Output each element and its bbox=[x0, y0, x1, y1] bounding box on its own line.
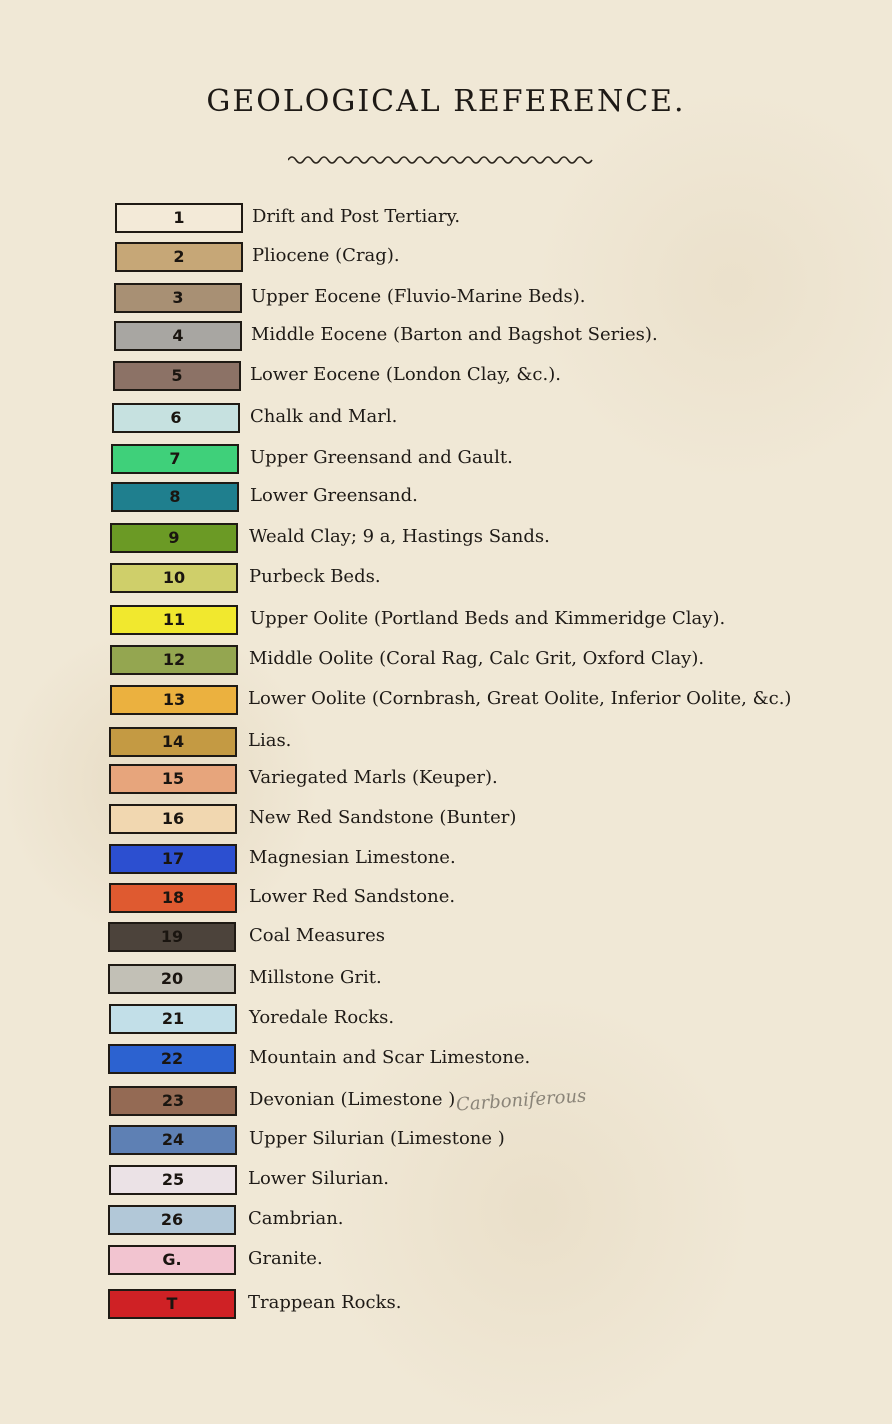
entry-label-1: Drift and Post Tertiary. bbox=[252, 206, 461, 227]
entry-label-13: Lower Oolite (Cornbrash, Great Oolite, Inferior Oolite, &c.) bbox=[248, 688, 792, 709]
swatch-5: 5 bbox=[113, 361, 241, 391]
entry-17 bbox=[0, 844, 892, 878]
swatch-13: 13 bbox=[110, 685, 238, 715]
swatch-24: 24 bbox=[109, 1125, 237, 1155]
entry-label-4: Middle Eocene (Barton and Bagshot Series). bbox=[251, 324, 658, 345]
entry-label-27: Granite. bbox=[248, 1248, 323, 1269]
swatch-8: 8 bbox=[111, 482, 239, 512]
entry-label-8: Lower Greensand. bbox=[250, 485, 418, 506]
wavy-divider bbox=[288, 152, 594, 168]
entry-4 bbox=[0, 321, 892, 355]
swatch-28: T bbox=[108, 1289, 236, 1319]
swatch-16: 16 bbox=[109, 804, 237, 834]
swatch-3: 3 bbox=[114, 283, 242, 313]
swatch-9: 9 bbox=[110, 523, 238, 553]
swatch-11: 11 bbox=[110, 605, 238, 635]
entry-21 bbox=[0, 1004, 892, 1038]
swatch-6: 6 bbox=[112, 403, 240, 433]
swatch-18: 18 bbox=[109, 883, 237, 913]
swatch-4: 4 bbox=[114, 321, 242, 351]
entry-label-9: Weald Clay; 9 a, Hastings Sands. bbox=[249, 526, 550, 547]
entry-3 bbox=[0, 283, 892, 317]
handwritten-note: Carboniferous bbox=[455, 1085, 587, 1116]
entry-24 bbox=[0, 1125, 892, 1159]
entry-label-14: Lias. bbox=[248, 730, 292, 751]
entry-12 bbox=[0, 645, 892, 679]
entry-8 bbox=[0, 482, 892, 516]
entry-15 bbox=[0, 764, 892, 798]
entry-7 bbox=[0, 444, 892, 478]
entry-label-17: Magnesian Limestone. bbox=[249, 847, 456, 868]
entry-5 bbox=[0, 361, 892, 395]
entry-label-7: Upper Greensand and Gault. bbox=[250, 447, 513, 468]
entry-label-5: Lower Eocene (London Clay, &c.). bbox=[250, 364, 561, 385]
swatch-23: 23 bbox=[109, 1086, 237, 1116]
swatch-15: 15 bbox=[109, 764, 237, 794]
swatch-21: 21 bbox=[109, 1004, 237, 1034]
entry-label-15: Variegated Marls (Keuper). bbox=[249, 767, 498, 788]
entry-22 bbox=[0, 1044, 892, 1078]
entry-14 bbox=[0, 727, 892, 761]
entry-26 bbox=[0, 1205, 892, 1239]
entry-1 bbox=[0, 203, 892, 237]
entry-label-28: Trappean Rocks. bbox=[248, 1292, 402, 1313]
entry-13 bbox=[0, 685, 892, 719]
page-title: GEOLOGICAL REFERENCE. bbox=[206, 84, 686, 119]
entry-9 bbox=[0, 523, 892, 557]
entry-2 bbox=[0, 242, 892, 276]
entry-label-22: Mountain and Scar Limestone. bbox=[249, 1047, 531, 1068]
swatch-10: 10 bbox=[110, 563, 238, 593]
entry-label-18: Lower Red Sandstone. bbox=[249, 886, 456, 907]
swatch-12: 12 bbox=[110, 645, 238, 675]
entry-20 bbox=[0, 964, 892, 998]
entry-label-25: Lower Silurian. bbox=[248, 1168, 390, 1189]
entry-label-3: Upper Eocene (Fluvio-Marine Beds). bbox=[251, 286, 586, 307]
swatch-22: 22 bbox=[108, 1044, 236, 1074]
entry-label-12: Middle Oolite (Coral Rag, Calc Grit, Oxford Clay). bbox=[249, 648, 705, 669]
entry-27 bbox=[0, 1245, 892, 1279]
entry-6 bbox=[0, 403, 892, 437]
entry-label-6: Chalk and Marl. bbox=[250, 406, 398, 427]
entry-label-23: Devonian (Limestone ) bbox=[249, 1089, 456, 1110]
swatch-25: 25 bbox=[109, 1165, 237, 1195]
entry-label-10: Purbeck Beds. bbox=[249, 566, 381, 587]
swatch-14: 14 bbox=[109, 727, 237, 757]
entry-label-19: Coal Measures bbox=[249, 925, 385, 946]
entry-label-16: New Red Sandstone (Bunter) bbox=[249, 807, 517, 828]
swatch-7: 7 bbox=[111, 444, 239, 474]
entry-23 bbox=[0, 1086, 892, 1120]
swatch-2: 2 bbox=[115, 242, 243, 272]
swatch-19: 19 bbox=[108, 922, 236, 952]
entry-label-11: Upper Oolite (Portland Beds and Kimmeridge Clay). bbox=[250, 608, 726, 629]
swatch-17: 17 bbox=[109, 844, 237, 874]
entry-label-2: Pliocene (Crag). bbox=[252, 245, 400, 266]
swatch-27: G. bbox=[108, 1245, 236, 1275]
swatch-1: 1 bbox=[115, 203, 243, 233]
entry-label-20: Millstone Grit. bbox=[249, 967, 382, 988]
entry-28 bbox=[0, 1289, 892, 1323]
entry-label-26: Cambrian. bbox=[248, 1208, 344, 1229]
entry-16 bbox=[0, 804, 892, 838]
entry-18 bbox=[0, 883, 892, 917]
entry-25 bbox=[0, 1165, 892, 1199]
entry-11 bbox=[0, 605, 892, 639]
swatch-26: 26 bbox=[108, 1205, 236, 1235]
entry-19 bbox=[0, 922, 892, 956]
swatch-20: 20 bbox=[108, 964, 236, 994]
entry-label-24: Upper Silurian (Limestone ) bbox=[249, 1128, 505, 1149]
entry-label-21: Yoredale Rocks. bbox=[249, 1007, 395, 1028]
entry-10 bbox=[0, 563, 892, 597]
